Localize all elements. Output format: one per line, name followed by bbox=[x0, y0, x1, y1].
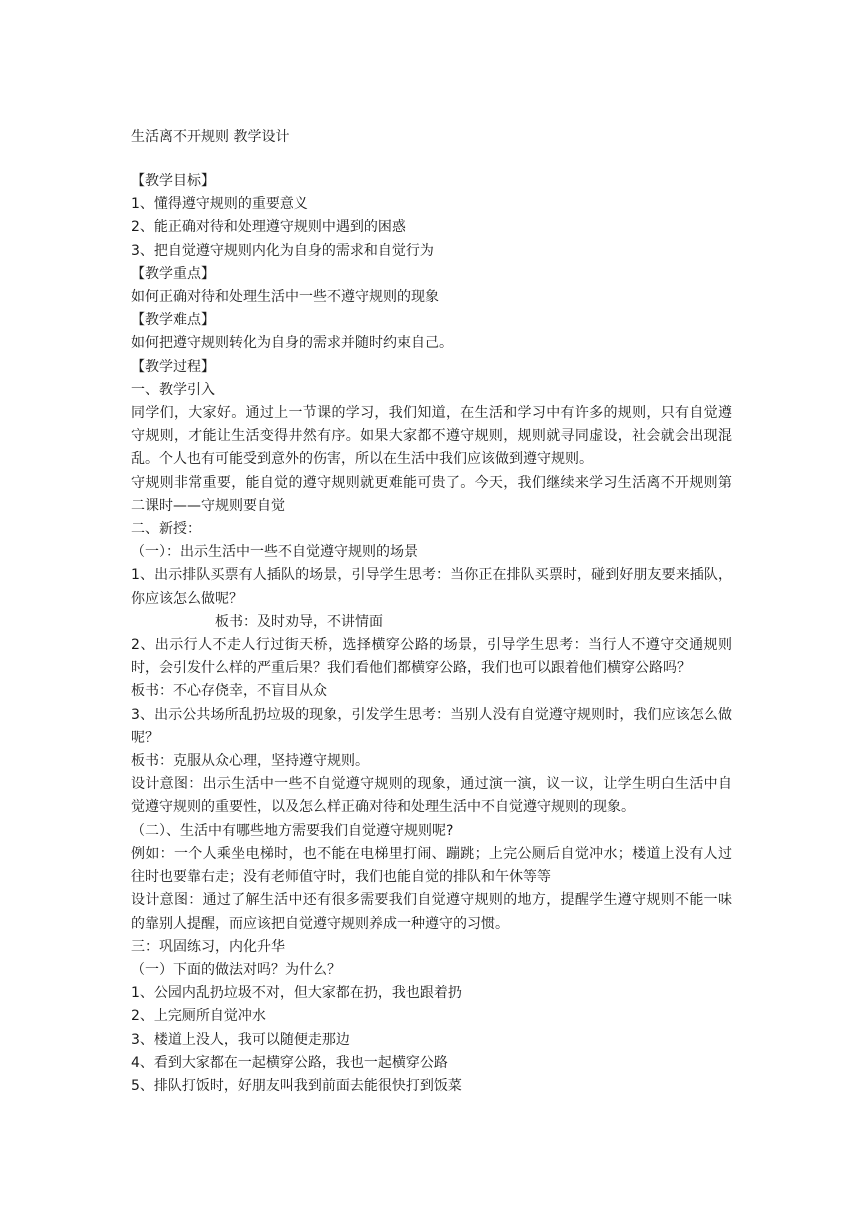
list-item: 5、排队打饭时，好朋友叫我到前面去能很快打到饭菜 bbox=[131, 1077, 462, 1094]
subheading: （一）下面的做法对吗？为什么？ bbox=[131, 961, 341, 978]
document-body bbox=[131, 170, 732, 1098]
document-title: 生活离不开规则 教学设计 bbox=[131, 129, 290, 145]
section-heading-difficulties: 【教学难点】 bbox=[131, 312, 215, 329]
board-note: 板书：及时劝导，不讲情面 bbox=[215, 613, 383, 630]
paragraph: 例如：一个人乘坐电梯时，也不能在电梯里打闹、蹦跳；上完公厕后自觉冲水；楼道上没有人过往时也要靠右走；没有老师值守时，我们也能自觉的排队和午休等等 bbox=[131, 845, 732, 886]
subheading: 二、新授： bbox=[131, 521, 201, 538]
subheading: （一）：出示生活中一些不自觉遵守规则的场景 bbox=[131, 544, 418, 561]
paragraph: 如何正确对待和处理生活中一些不遵守规则的现象 bbox=[131, 289, 439, 306]
paragraph: 守规则非常重要，能自觉的遵守规则就更难能可贵了。今天，我们继续来学习生活离不开规则第二课时——守规则要自觉 bbox=[131, 474, 732, 514]
list-item: 3、楼道上没人，我可以随便走那边 bbox=[131, 1031, 350, 1048]
board-note: 板书：克服从众心理，坚持遵守规则。 bbox=[131, 753, 369, 770]
section-heading-objectives: 【教学目标】 bbox=[131, 173, 215, 189]
list-item: 3、出示公共场所乱扔垃圾的现象，引发学生思考：当别人没有自觉遵守规则时，我们应该怎么做呢？ bbox=[131, 706, 732, 746]
paragraph: 设计意图：出示生活中一些不自觉遵守规则的现象，通过演一演，议一议，让学生明白生活中自觉遵守规则的重要性，以及怎么样正确对待和处理生活中不自觉遵守规则的现象。 bbox=[131, 776, 732, 816]
list-item: 2、上完厕所自觉冲水 bbox=[131, 1008, 266, 1025]
paragraph: 设计意图：通过了解生活中还有很多需要我们自觉遵守规则的地方，提醒学生遵守规则不能一味的靠别人提醒，而应该把自觉遵守规则养成一种遵守的习惯。 bbox=[131, 892, 732, 932]
list-item: 2、能正确对待和处理遵守规则中遇到的困惑 bbox=[131, 219, 406, 236]
list-item: 1、出示排队买票有人插队的场景，引导学生思考：当你正在排队买票时，碰到好朋友要来插队，你应该怎么做呢？ bbox=[131, 567, 732, 607]
section-heading-process: 【教学过程】 bbox=[131, 358, 215, 375]
subheading: （二）、生活中有哪些地方需要我们自觉遵守规则呢? bbox=[131, 822, 454, 839]
list-item: 3、把自觉遵守规则内化为自身的需求和自觉行为 bbox=[131, 242, 434, 259]
paragraph: 如何把遵守规则转化为自身的需求并随时约束自己。 bbox=[131, 335, 453, 352]
board-note: 板书：不心存侥幸，不盲目从众 bbox=[131, 683, 327, 700]
subheading: 一、教学引入 bbox=[131, 381, 215, 398]
list-item: 2、出示行人不走人行过街天桥，选择横穿公路的场景，引导学生思考：当行人不遵守交通规则时，会引发什么样的严重后果？我们看他们都横穿公路，我们也可以跟着他们横穿公路吗？ bbox=[131, 637, 732, 677]
section-heading-key-points: 【教学重点】 bbox=[131, 265, 215, 282]
paragraph: 同学们，大家好。通过上一节课的学习，我们知道，在生活和学习中有许多的规则，只有自觉遵守规则，才能让生活变得井然有序。如果大家都不遵守规则，规则就寻同虚设，社会就会出现混乱。个人也有可能受到意外的伤害，所以在生活中我们应该做到遵守规则。 bbox=[131, 405, 732, 468]
subheading: 三：巩固练习，内化升华 bbox=[131, 938, 285, 955]
list-item: 1、懂得遵守规则的重要意义 bbox=[131, 196, 308, 213]
list-item: 1、公园内乱扔垃圾不对，但大家都在扔，我也跟着扔 bbox=[131, 985, 462, 1002]
list-item: 4、看到大家都在一起横穿公路，我也一起横穿公路 bbox=[131, 1054, 448, 1071]
